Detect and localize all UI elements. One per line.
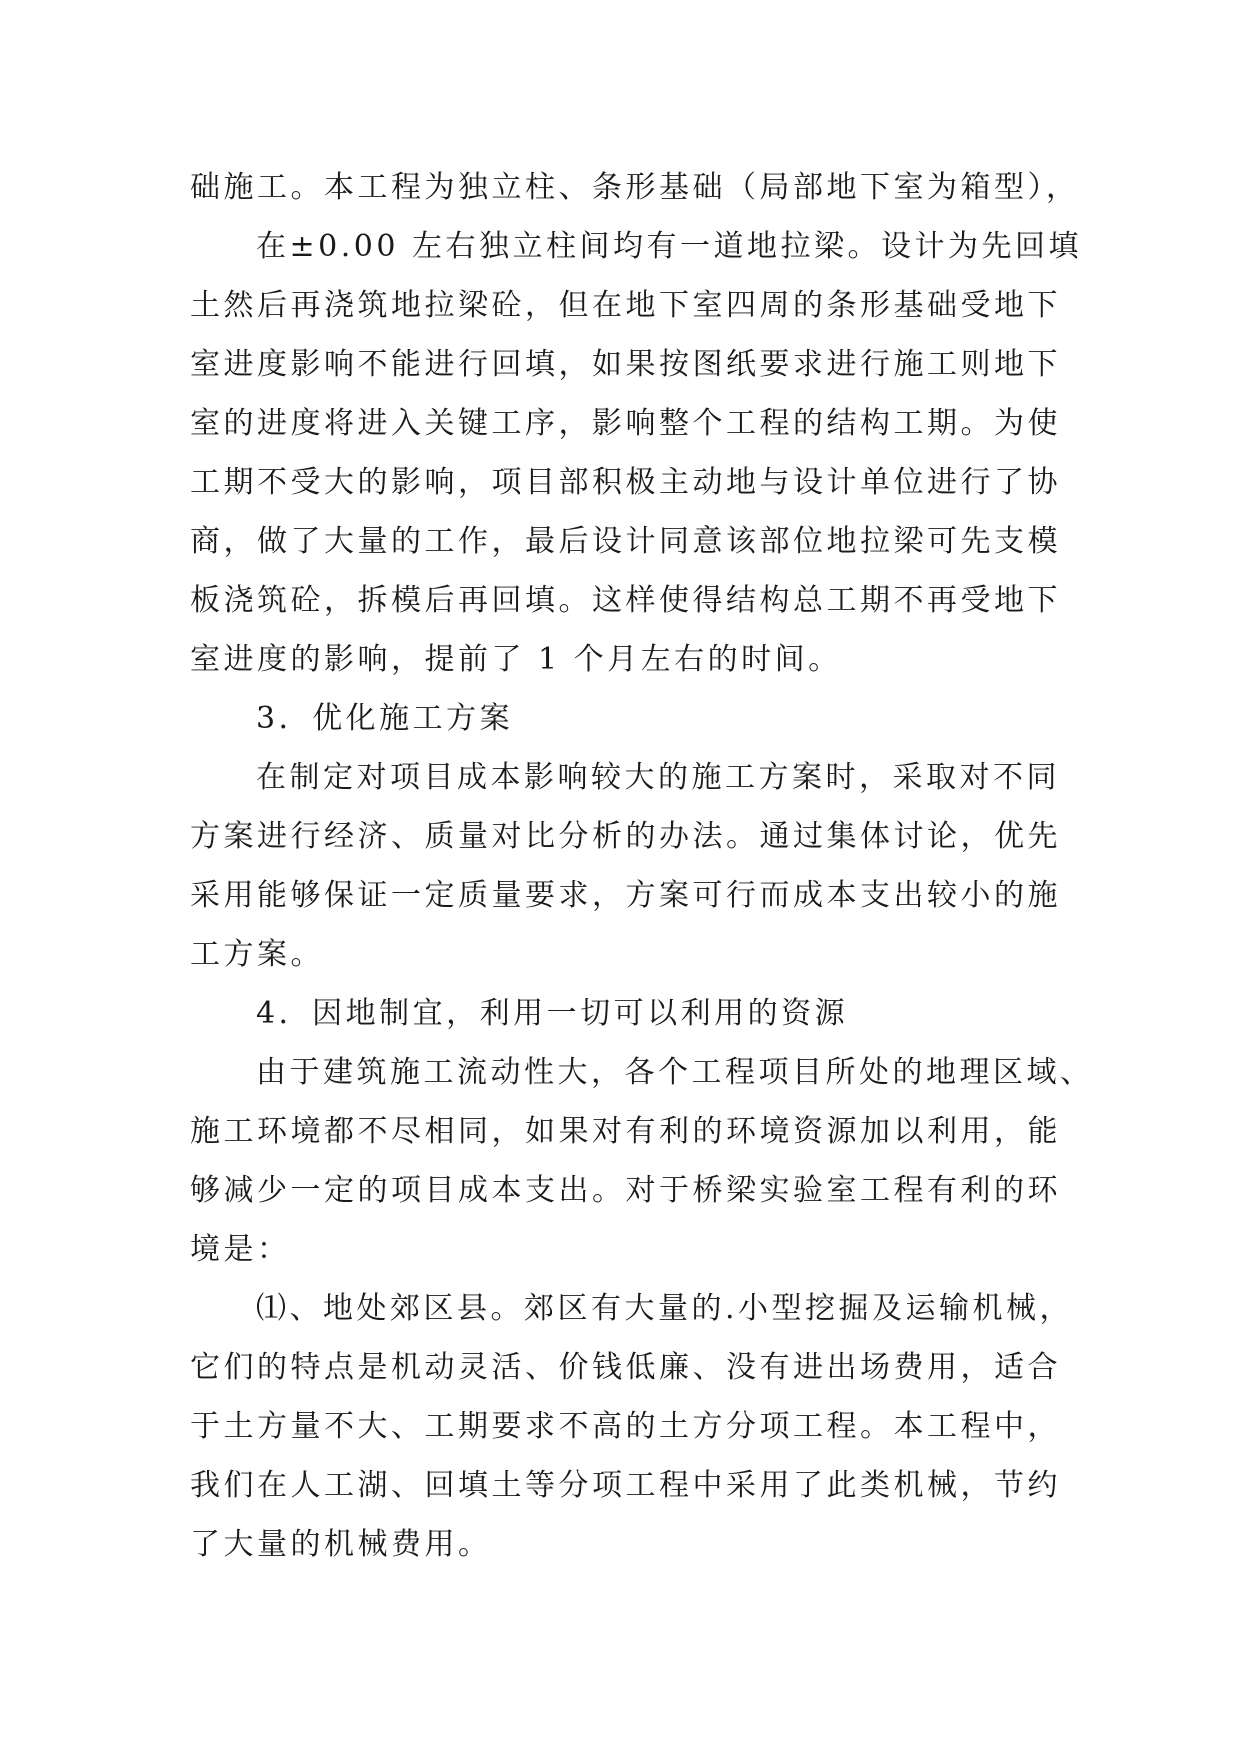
text-line: 板浇筑砼，拆模后再回填。这样使得结构总工期不再受地下 xyxy=(190,583,1061,618)
text-line: 商，做了大量的工作，最后设计同意该部位地拉梁可先支模 xyxy=(190,524,1061,559)
text-line: 础施工。本工程为独立柱、条形基础（局部地下室为箱型）， xyxy=(190,170,1080,205)
text-line: ⑴、地处郊区县。郊区有大量的.小型挖掘及运输机械， xyxy=(256,1291,1074,1326)
text-line: 施工环境都不尽相同，如果对有利的环境资源加以利用，能 xyxy=(190,1114,1061,1149)
text-line: 室的进度将进入关键工序，影响整个工程的结构工期。为使 xyxy=(190,406,1061,441)
text-line: 了大量的机械费用。 xyxy=(190,1527,492,1562)
text-line: 我们在人工湖、回填土等分项工程中采用了此类机械，节约 xyxy=(190,1468,1061,1503)
text-line: 4．因地制宜，利用一切可以利用的资源 xyxy=(256,996,849,1031)
text-line: 于土方量不大、工期要求不高的土方分项工程。本工程中， xyxy=(190,1409,1061,1444)
text-line: 境是： xyxy=(190,1232,291,1267)
text-line: 方案进行经济、质量对比分析的办法。通过集体讨论，优先 xyxy=(190,819,1061,854)
text-line: 工方案。 xyxy=(190,937,324,972)
text-line: 够减少一定的项目成本支出。对于桥梁实验室工程有利的环 xyxy=(190,1173,1061,1208)
text-line: 在±0.00 左右独立柱间均有一道地拉梁。设计为先回填 xyxy=(256,229,1082,264)
text-line: 室进度的影响，提前了 1 个月左右的时间。 xyxy=(190,642,842,677)
text-line: 室进度影响不能进行回填，如果按图纸要求进行施工则地下 xyxy=(190,347,1061,382)
text-line: 它们的特点是机动灵活、价钱低廉、没有进出场费用，适合 xyxy=(190,1350,1061,1385)
text-line: 土然后再浇筑地拉梁砼，但在地下室四周的条形基础受地下 xyxy=(190,288,1061,323)
text-line: 在制定对项目成本影响较大的施工方案时，采取对不同 xyxy=(256,760,1060,795)
body-text xyxy=(190,158,1094,1574)
text-line: 由于建筑施工流动性大，各个工程项目所处的地理区域、 xyxy=(256,1055,1094,1090)
text-line: 工期不受大的影响，项目部积极主动地与设计单位进行了协 xyxy=(190,465,1061,500)
text-line: 3．优化施工方案 xyxy=(256,701,514,736)
text-line: 采用能够保证一定质量要求，方案可行而成本支出较小的施 xyxy=(190,878,1061,913)
